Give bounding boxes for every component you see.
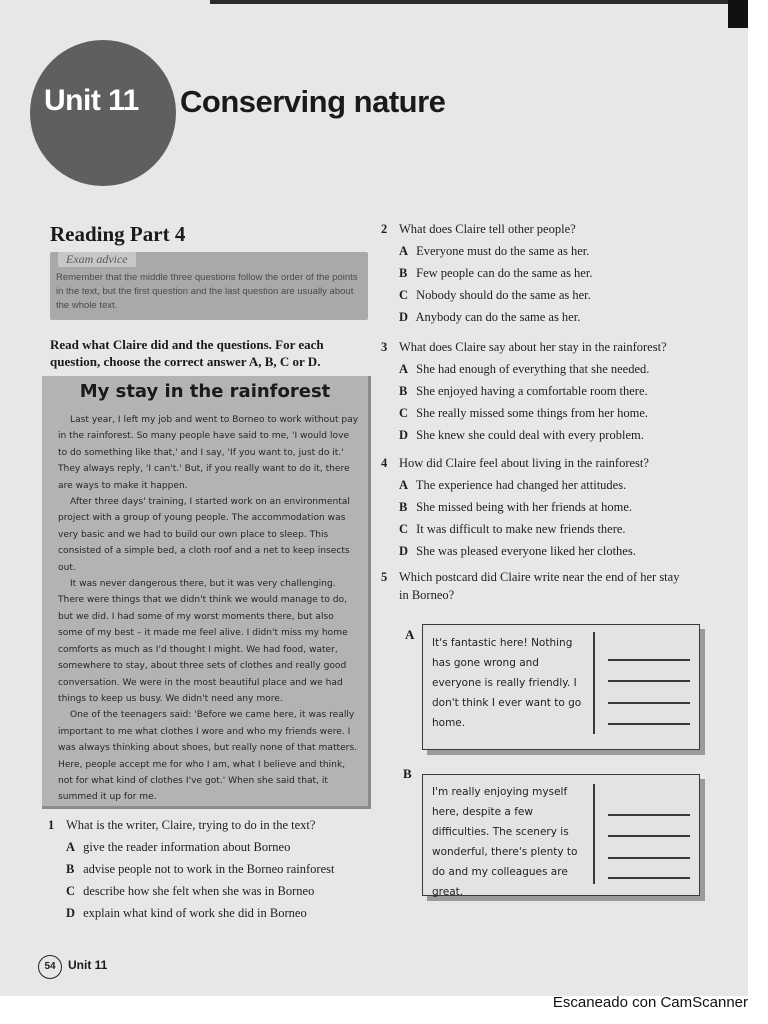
unit-title: Conserving nature [180,84,446,119]
passage-paragraph: One of the teenagers said: 'Before we came here, it was really important to me what clothes I wore and who my friends were. I was always thinking about shoes, but really none of that matters. Here, people accept me for who I am, what I believe and think, not for what kind of clothes I've got.' When she said that, it summed it up for me. [58,710,358,803]
passage-paragraph: Last year, I left my job and went to Borneo to work without pay in the rainforest. So many people have said to me, 'I would love to do something like that,' and I say, 'If you want to, just do it.' They always reply, 'I can't.' But, if you really want to do it, there are ways to make it happen. [58,415,359,491]
question-3 [381,336,711,446]
section-title: Reading Part 4 [50,222,186,246]
postcard-letter: B [403,766,412,781]
answer-option[interactable]: B She missed being with her friends at home. [399,500,633,514]
page-number: 54 [38,955,62,979]
question-number: 4 [381,456,388,470]
passage-paragraph: It was never dangerous there, but it was very challenging. There were things that we didn't think we would manage to do, but we did. I had some of my worst moments there, but also some of my best – it made me feel alive. I didn't miss my home comforts as much as I'd thought I might. We had food, water, somewhere to stay, about three sets of clothes and really good conversation. We were in the most beautiful place and we had things to keep us busy. We didn't need any more. [58,579,348,704]
question-text: What is the writer, Claire, trying to do in the text? [66,818,316,832]
exam-advice-text: Remember that the middle three questions follow the order of the points in the text, but the first question and the last question are usually about the whole text. [56,272,358,311]
question-number: 3 [381,340,388,354]
question-number: 2 [381,222,388,236]
scan-corner-shadow [728,0,748,28]
answer-option[interactable]: C She really missed some things from her home. [399,406,649,420]
address-line [608,680,690,682]
question-text: Which postcard did Claire write near the end of her stay in Borneo? [399,570,680,602]
passage-title: My stay in the rainforest [79,381,331,402]
question-5 [381,568,691,604]
scanner-watermark: Escaneado con CamScanner [552,994,748,1011]
postcard-letter: A [405,627,415,642]
question-text: How did Claire feel about living in the rainforest? [399,456,649,470]
answer-option[interactable]: D She knew she could deal with every problem. [399,428,644,442]
question-text: What does Claire say about her stay in the rainforest? [399,340,667,354]
question-1 [48,814,378,924]
address-line [608,723,690,725]
answer-option[interactable]: C describe how she felt when she was in Borneo [66,884,315,898]
question-4 [381,452,711,562]
answer-option[interactable]: A Everyone must do the same as her. [399,244,590,258]
postcard-text: I'm really enjoying myself here, despite a few difficulties. The scenery is wonderful, there's plenty to do and my colleagues are great. [432,786,578,898]
address-line [608,835,690,837]
answer-option[interactable]: D explain what kind of work she did in Borneo [66,906,307,920]
address-line [608,877,690,879]
answer-option[interactable]: B advise people not to work in the Borneo rainforest [66,862,335,876]
question-number: 5 [381,570,388,584]
postcard-divider [593,784,595,884]
answer-option[interactable]: A The experience had changed her attitudes. [399,478,627,492]
question-text: What does Claire tell other people? [399,222,576,236]
answer-option[interactable]: D Anybody can do the same as her. [399,310,581,324]
answer-option[interactable]: A She had enough of everything that she needed. [399,362,650,376]
question-2 [381,218,711,328]
answer-option[interactable]: D She was pleased everyone liked her clothes. [399,544,636,558]
address-line [608,659,690,661]
passage-paragraph: After three days' training, I started work on an environmental project with a group of young people. The accommodation was very basic and we had to build our own place to sleep. This consisted of a simple bed, a cloth roof and a net to keep insects out. [58,497,350,573]
answer-option[interactable]: C Nobody should do the same as her. [399,288,591,302]
footer-unit-label: Unit 11 [68,958,108,972]
address-line [608,702,690,704]
exam-advice-tag: Exam advice [58,252,136,267]
postcard-text: It's fantastic here! Nothing has gone wrong and everyone is really friendly. I don't think I ever want to go home. [432,637,582,729]
unit-label: Unit 11 [44,84,139,117]
answer-option[interactable]: B She enjoyed having a comfortable room there. [399,384,648,398]
scan-edge-shadow [210,0,748,4]
question-number: 1 [48,818,55,832]
reading-instruction: Read what Claire did and the questions. For each question, choose the correct answer A, B, C or D. [50,337,324,369]
answer-option[interactable]: C It was difficult to make new friends there. [399,522,626,536]
passage-body [58,412,360,806]
address-line [608,857,690,859]
postcard-divider [593,632,595,734]
answer-option[interactable]: B Few people can do the same as her. [399,266,593,280]
address-line [608,814,690,816]
answer-option[interactable]: A give the reader information about Borneo [66,840,291,854]
